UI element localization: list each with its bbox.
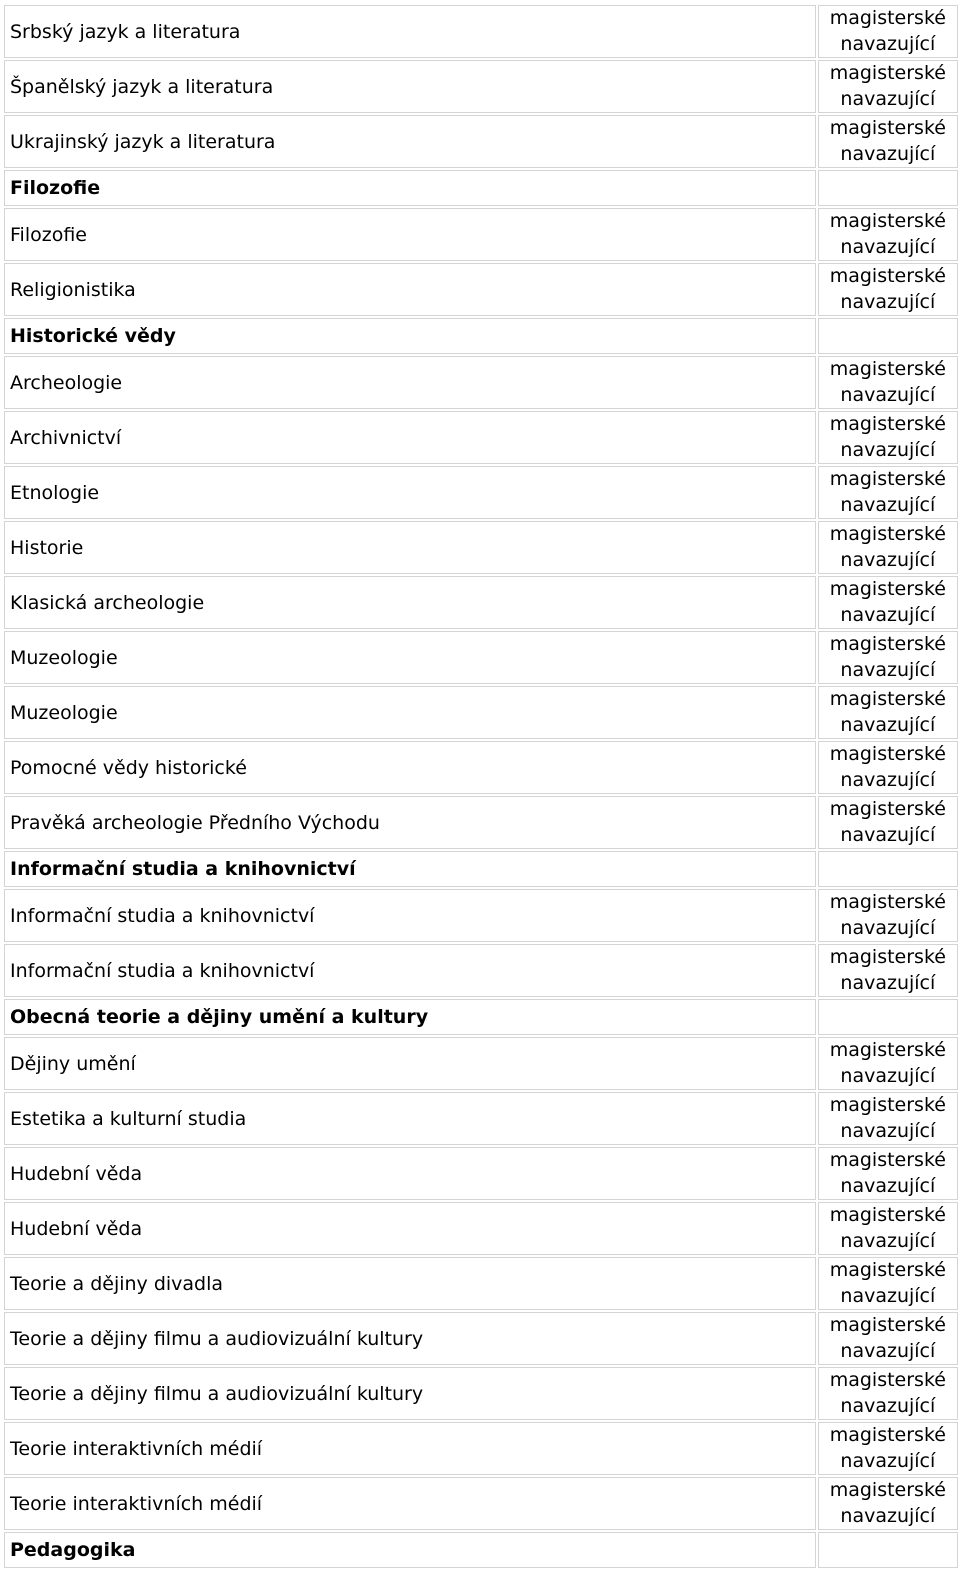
program-name: Religionistika <box>4 263 816 316</box>
program-name: Historie <box>4 521 816 574</box>
program-row <box>4 1257 958 1310</box>
group-header-row <box>4 170 958 206</box>
degree-cell <box>818 889 958 942</box>
program-row <box>4 5 958 58</box>
degree-cell <box>818 796 958 849</box>
degree-type: magisterské <box>829 1149 946 1171</box>
program-row <box>4 1477 958 1530</box>
degree-type: magisterské <box>829 1479 946 1501</box>
degree-cell <box>818 5 958 58</box>
program-row <box>4 411 958 464</box>
program-row <box>4 466 958 519</box>
degree-type: magisterské <box>829 1424 946 1446</box>
degree-cell <box>818 208 958 261</box>
program-name: Teorie a dějiny filmu a audiovizuální kultury <box>4 1367 816 1420</box>
program-name: Klasická archeologie <box>4 576 816 629</box>
program-name: Hudební věda <box>4 1202 816 1255</box>
study-mode: navazující <box>840 548 936 571</box>
program-row <box>4 576 958 629</box>
program-row <box>4 208 958 261</box>
degree-cell <box>818 1147 958 1200</box>
degree-type: magisterské <box>829 798 946 820</box>
program-name: Srbský jazyk a literatura <box>4 5 816 58</box>
degree-cell <box>818 60 958 113</box>
study-mode: navazující <box>840 290 936 313</box>
program-name: Muzeologie <box>4 686 816 739</box>
degree-type: magisterské <box>829 358 946 380</box>
degree-cell <box>818 521 958 574</box>
degree-type: magisterské <box>829 891 946 913</box>
degree-type: magisterské <box>829 523 946 545</box>
group-name: Pedagogika <box>4 1532 816 1568</box>
group-header-row <box>4 318 958 354</box>
group-header-row <box>4 851 958 887</box>
degree-cell <box>818 1367 958 1420</box>
degree-cell <box>818 1422 958 1475</box>
degree-cell <box>818 115 958 168</box>
program-row <box>4 889 958 942</box>
degree-cell <box>818 466 958 519</box>
degree-cell <box>818 944 958 997</box>
study-mode: navazující <box>840 1449 936 1472</box>
degree-cell <box>818 170 958 206</box>
degree-cell <box>818 686 958 739</box>
degree-cell <box>818 1532 958 1568</box>
degree-type: magisterské <box>829 1314 946 1336</box>
program-name: Informační studia a knihovnictví <box>4 944 816 997</box>
program-row <box>4 741 958 794</box>
program-row <box>4 263 958 316</box>
degree-cell <box>818 1092 958 1145</box>
program-name: Teorie a dějiny divadla <box>4 1257 816 1310</box>
degree-type: magisterské <box>829 633 946 655</box>
degree-type: magisterské <box>829 468 946 490</box>
program-row <box>4 1312 958 1365</box>
program-name: Archeologie <box>4 356 816 409</box>
degree-type: magisterské <box>829 1094 946 1116</box>
program-name: Pravěká archeologie Předního Východu <box>4 796 816 849</box>
group-name: Informační studia a knihovnictví <box>4 851 816 887</box>
study-mode: navazující <box>840 493 936 516</box>
program-name: Dějiny umění <box>4 1037 816 1090</box>
program-name: Etnologie <box>4 466 816 519</box>
study-mode: navazující <box>840 1504 936 1527</box>
study-mode: navazující <box>840 1229 936 1252</box>
degree-type: magisterské <box>829 7 946 29</box>
degree-cell <box>818 318 958 354</box>
degree-cell <box>818 1257 958 1310</box>
program-row <box>4 686 958 739</box>
degree-cell <box>818 741 958 794</box>
group-name: Historické vědy <box>4 318 816 354</box>
degree-cell <box>818 576 958 629</box>
degree-cell <box>818 1477 958 1530</box>
degree-cell <box>818 356 958 409</box>
study-programs-table <box>2 3 960 1570</box>
study-mode: navazující <box>840 768 936 791</box>
program-name: Informační studia a knihovnictví <box>4 889 816 942</box>
degree-type: magisterské <box>829 1039 946 1061</box>
program-name: Španělský jazyk a literatura <box>4 60 816 113</box>
program-row <box>4 1092 958 1145</box>
degree-cell <box>818 1202 958 1255</box>
degree-type: magisterské <box>829 1369 946 1391</box>
study-mode: navazující <box>840 823 936 846</box>
study-programs-body <box>4 5 958 1568</box>
study-mode: navazující <box>840 713 936 736</box>
program-name: Teorie interaktivních médií <box>4 1477 816 1530</box>
study-mode: navazující <box>840 971 936 994</box>
degree-type: magisterské <box>829 1259 946 1281</box>
degree-cell <box>818 1312 958 1365</box>
program-name: Ukrajinský jazyk a literatura <box>4 115 816 168</box>
study-mode: navazující <box>840 87 936 110</box>
degree-cell <box>818 411 958 464</box>
study-mode: navazující <box>840 1064 936 1087</box>
degree-type: magisterské <box>829 210 946 232</box>
group-name: Filozofie <box>4 170 816 206</box>
study-mode: navazující <box>840 383 936 406</box>
degree-type: magisterské <box>829 117 946 139</box>
program-row <box>4 521 958 574</box>
degree-cell <box>818 1037 958 1090</box>
degree-type: magisterské <box>829 413 946 435</box>
degree-type: magisterské <box>829 688 946 710</box>
study-mode: navazující <box>840 235 936 258</box>
degree-type: magisterské <box>829 946 946 968</box>
degree-type: magisterské <box>829 265 946 287</box>
study-mode: navazující <box>840 1394 936 1417</box>
program-name: Teorie a dějiny filmu a audiovizuální kultury <box>4 1312 816 1365</box>
program-row <box>4 60 958 113</box>
program-name: Archivnictví <box>4 411 816 464</box>
degree-cell <box>818 631 958 684</box>
study-mode: navazující <box>840 142 936 165</box>
study-mode: navazující <box>840 658 936 681</box>
program-row <box>4 1202 958 1255</box>
program-name: Estetika a kulturní studia <box>4 1092 816 1145</box>
study-mode: navazující <box>840 1174 936 1197</box>
degree-cell <box>818 263 958 316</box>
program-row <box>4 1422 958 1475</box>
program-name: Pomocné vědy historické <box>4 741 816 794</box>
program-row <box>4 115 958 168</box>
study-mode: navazující <box>840 1284 936 1307</box>
program-row <box>4 356 958 409</box>
group-header-row <box>4 999 958 1035</box>
program-row <box>4 631 958 684</box>
program-name: Muzeologie <box>4 631 816 684</box>
program-row <box>4 796 958 849</box>
program-name: Filozofie <box>4 208 816 261</box>
program-row <box>4 944 958 997</box>
degree-cell <box>818 851 958 887</box>
program-row <box>4 1037 958 1090</box>
study-mode: navazující <box>840 916 936 939</box>
group-header-row <box>4 1532 958 1568</box>
degree-type: magisterské <box>829 1204 946 1226</box>
study-mode: navazující <box>840 32 936 55</box>
program-row <box>4 1367 958 1420</box>
group-name: Obecná teorie a dějiny umění a kultury <box>4 999 816 1035</box>
program-name: Hudební věda <box>4 1147 816 1200</box>
study-mode: navazující <box>840 603 936 626</box>
study-mode: navazující <box>840 438 936 461</box>
study-mode: navazující <box>840 1119 936 1142</box>
degree-type: magisterské <box>829 743 946 765</box>
degree-type: magisterské <box>829 62 946 84</box>
study-mode: navazující <box>840 1339 936 1362</box>
degree-cell <box>818 999 958 1035</box>
degree-type: magisterské <box>829 578 946 600</box>
program-row <box>4 1147 958 1200</box>
program-name: Teorie interaktivních médií <box>4 1422 816 1475</box>
